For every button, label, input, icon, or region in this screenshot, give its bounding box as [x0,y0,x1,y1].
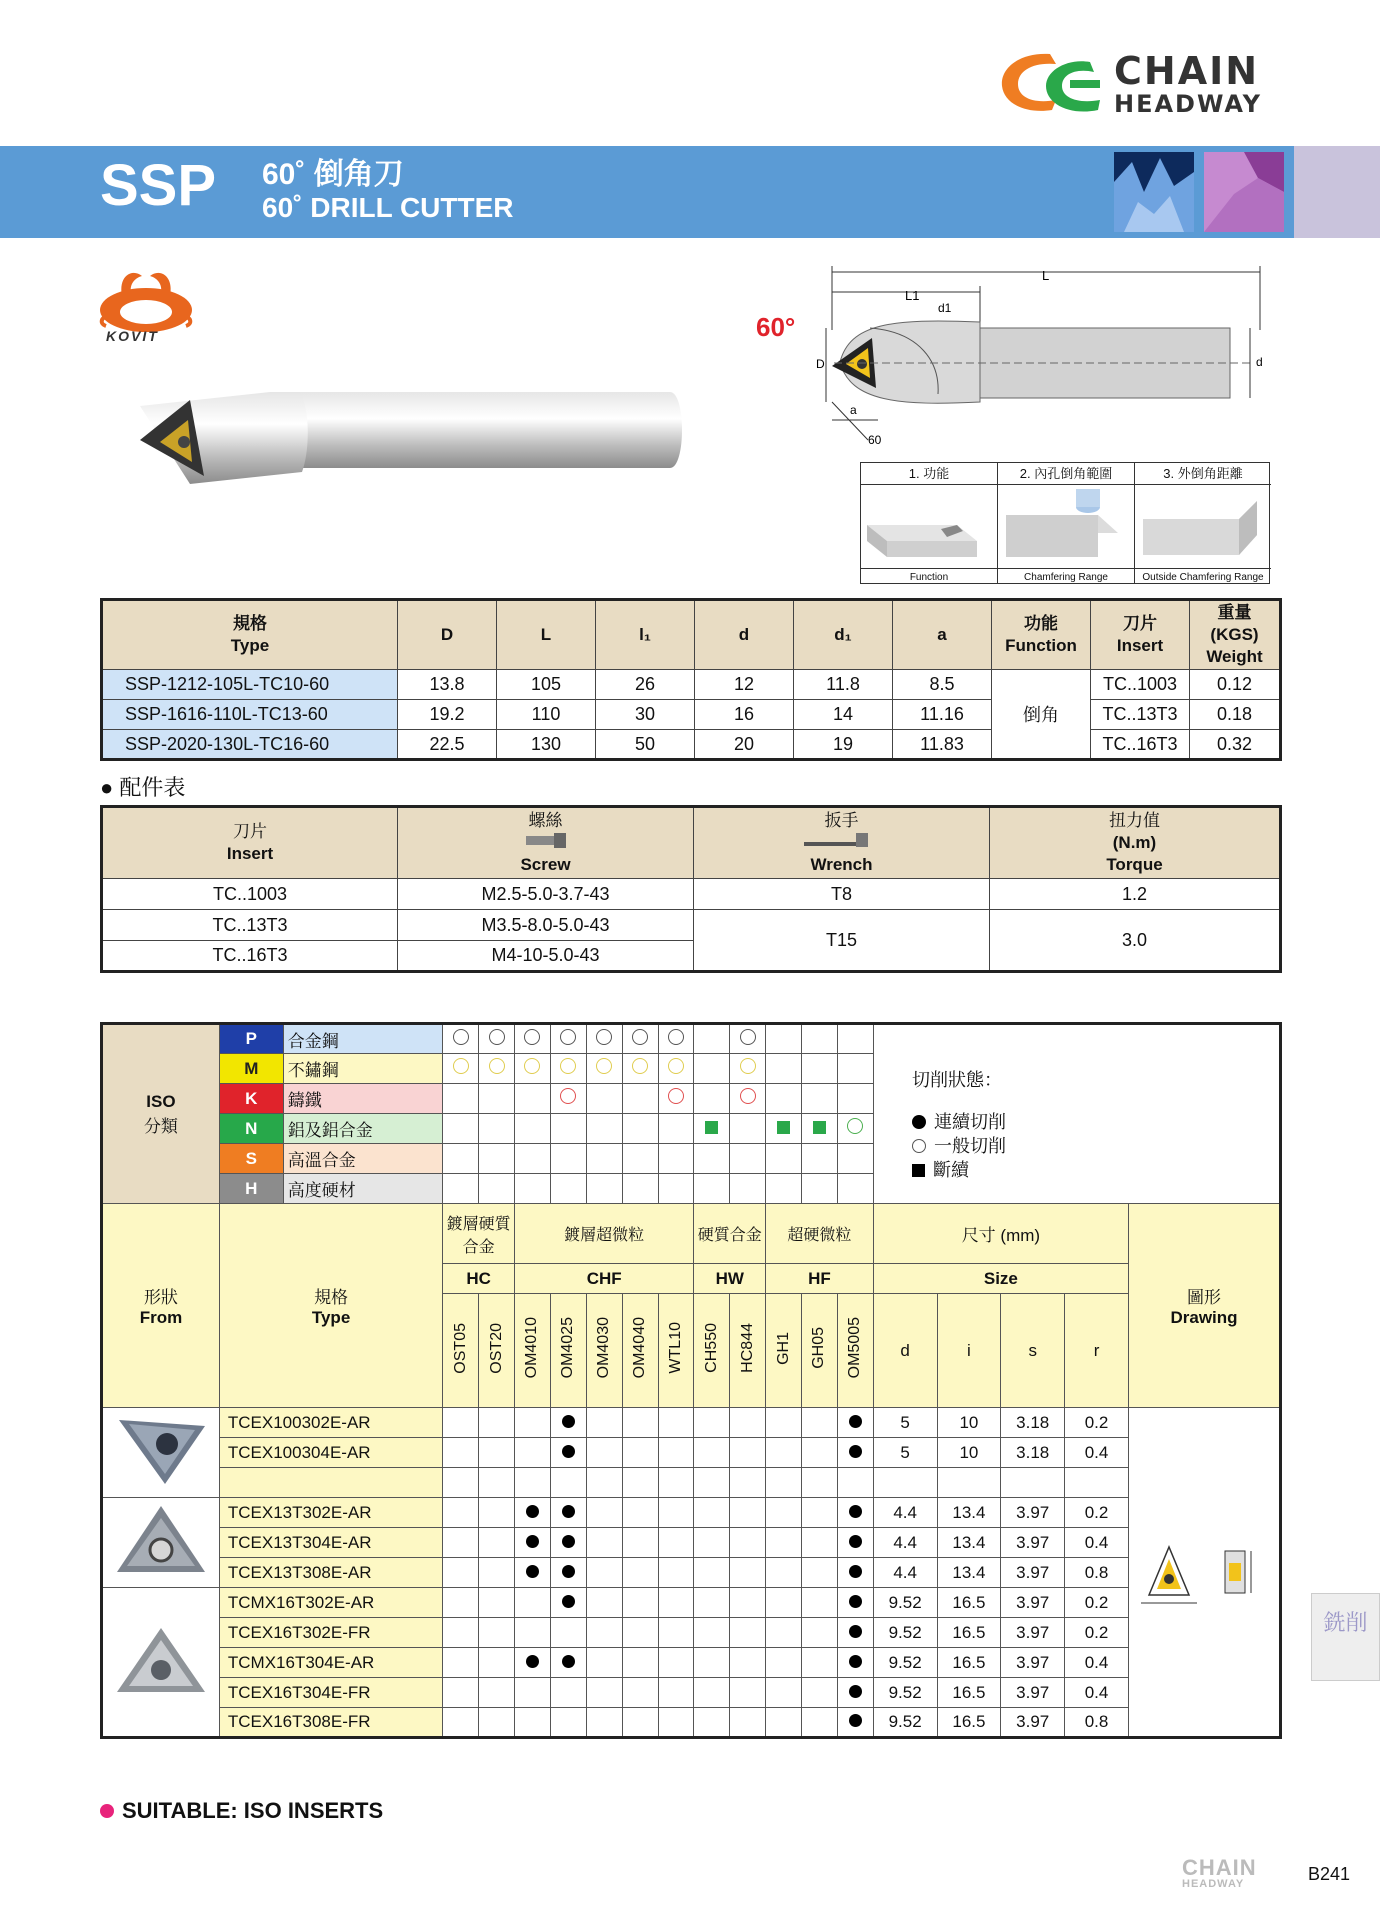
interrupted-cut-icon [813,1121,826,1134]
table-row [102,1588,1281,1618]
cell-d: 9.52 [873,1678,937,1708]
table-row [102,700,1281,730]
cell-l1: 50 [596,730,695,760]
cell-type: TCMX16T302E-AR [219,1588,442,1618]
interrupted-cut-icon [912,1164,925,1177]
group-hw-zh: 硬質合金 [694,1204,766,1264]
material-image-purple [1204,152,1284,232]
interrupted-cut-icon [705,1121,718,1134]
continuous-cut-icon [849,1625,862,1638]
grade-om4040: OM4040 [622,1294,658,1408]
header-wrench: 扳手 Wrench [694,807,990,879]
cell-D: 13.8 [398,670,497,700]
general-cut-icon [668,1058,684,1074]
cell-s: 3.97 [1001,1648,1065,1678]
cell-insert: TC..1003 [1091,670,1190,700]
grade-hc844: HC844 [730,1294,766,1408]
iso-letter-h: H [219,1174,283,1204]
iso-name-n: 鋁及鋁合金 [283,1114,443,1144]
cell-screw: M4-10-5.0-43 [398,941,694,972]
cell-type: TCEX16T308E-FR [219,1708,442,1738]
cell-i: 13.4 [937,1498,1001,1528]
header-type: 規格 Type [102,600,398,670]
insert-image [111,1500,211,1580]
cell-s: 3.97 [1001,1618,1065,1648]
cell-wrench: T15 [694,910,990,972]
header-torque: 扭力值 (N.m) Torque [990,807,1281,879]
cell-i: 10 [937,1438,1001,1468]
general-cut-icon [847,1118,863,1134]
general-cut-icon [489,1029,505,1045]
grade-om4010: OM4010 [515,1294,551,1408]
cell-r: 0.4 [1065,1648,1129,1678]
continuous-cut-icon [849,1445,862,1458]
insert-grade-table [100,1022,1282,1739]
table-row [102,730,1281,760]
cell-s: 3.97 [1001,1708,1065,1738]
grade-ch550: CH550 [694,1294,730,1408]
size-col-r: r [1065,1294,1129,1408]
continuous-cut-icon [562,1655,575,1668]
continuous-cut-icon [526,1655,539,1668]
iso-name-m: 不鏽鋼 [283,1054,443,1084]
header-size-zh: 尺寸 (mm) [873,1204,1128,1264]
continuous-cut-icon [849,1505,862,1518]
cell-d: 4.4 [873,1498,937,1528]
product-title-zh: 60˚ 倒角刀 [262,158,404,191]
material-image-blue [1114,152,1194,232]
cell-l1: 30 [596,700,695,730]
spec-table [100,598,1282,761]
cell-type: TCEX100302E-AR [219,1408,442,1438]
iso-name-k: 鑄鐵 [283,1084,443,1114]
header-size-en: Size [873,1264,1128,1294]
header-form: 形狀 From [102,1204,220,1408]
general-cut-icon [524,1029,540,1045]
continuous-cut-icon [562,1445,575,1458]
grade-om4030: OM4030 [586,1294,622,1408]
table-row [102,1648,1281,1678]
cell-d: 4.4 [873,1558,937,1588]
general-cut-icon [453,1029,469,1045]
cell-function: 倒角 [992,670,1091,760]
cell-type: SSP-1616-110L-TC13-60 [102,700,398,730]
iso-row-p [102,1024,1281,1054]
iso-name-p: 合金鋼 [283,1024,443,1054]
grade-ost05: OST05 [443,1294,479,1408]
cell-s: 3.97 [1001,1678,1065,1708]
continuous-cut-icon [526,1505,539,1518]
outside-chamfer-illustration [1135,485,1271,563]
cell-type: TCMX16T304E-AR [219,1648,442,1678]
wrench-icon [802,832,882,848]
general-cut-icon [453,1058,469,1074]
cell-wrench: T8 [694,879,990,910]
grade-om4025: OM4025 [550,1294,586,1408]
continuous-cut-icon [849,1595,862,1608]
cell-a: 11.83 [893,730,992,760]
iso-name-s: 高溫合金 [283,1144,443,1174]
cell-d: 12 [695,670,794,700]
table-row [102,1708,1281,1738]
outside-chamfer-title: 3. 外倒角距離 [1135,463,1271,485]
insert-drawing [1129,1408,1281,1738]
cell-type [219,1468,442,1498]
table-row [102,670,1281,700]
group-hw-code: HW [694,1264,766,1294]
iso-letter-s: S [219,1144,283,1174]
cell-r: 0.2 [1065,1588,1129,1618]
continuous-cut-icon [562,1595,575,1608]
technical-drawing [750,262,1270,462]
header-function: 功能 Function [992,600,1091,670]
iso-letter-n: N [219,1114,283,1144]
header-l1: l₁ [596,600,695,670]
group-chf-zh: 鍍層超微粒 [515,1204,694,1264]
cell-r: 0.8 [1065,1558,1129,1588]
table-row [102,1678,1281,1708]
header-insert: 刀片 Insert [1091,600,1190,670]
cell-type: TCEX13T308E-AR [219,1558,442,1588]
svg-text:L: L [1042,268,1050,283]
chamfer-range-col [998,463,1135,583]
iso-name-h: 高度硬材 [283,1174,443,1204]
table-row [102,1438,1281,1468]
cell-r: 0.4 [1065,1528,1129,1558]
cell-s: 3.97 [1001,1528,1065,1558]
size-col-s: s [1001,1294,1065,1408]
cell-i: 16.5 [937,1648,1001,1678]
svg-text:60: 60 [868,433,882,447]
general-cut-icon [668,1088,684,1104]
svg-text:d1: d1 [938,301,952,315]
general-cut-icon [740,1088,756,1104]
group-hf-zh: 超硬微粒 [766,1204,874,1264]
continuous-cut-icon [849,1565,862,1578]
accessories-table [100,805,1282,973]
continuous-cut-icon [849,1685,862,1698]
cell-weight: 0.18 [1190,700,1281,730]
general-cut-icon [632,1058,648,1074]
cell-insert: TC..13T3 [102,910,398,941]
tool-photo [130,380,690,500]
continuous-cut-icon [526,1535,539,1548]
iso-letter-k: K [219,1084,283,1114]
cell-weight: 0.12 [1190,670,1281,700]
table-row [102,1498,1281,1528]
table-row [102,910,1281,941]
continuous-cut-icon [526,1565,539,1578]
cell-d1: 14 [794,700,893,730]
continuous-cut-icon [562,1415,575,1428]
cell-r: 0.2 [1065,1408,1129,1438]
cell-i: 16.5 [937,1588,1001,1618]
cell-type: SSP-2020-130L-TC16-60 [102,730,398,760]
angle-callout: 60° [756,312,796,342]
function-col-title: 1. 功能 [861,463,997,485]
suitable-note: SUITABLE: ISO INSERTS [100,1798,383,1824]
general-cut-icon [632,1029,648,1045]
general-cut-icon [524,1058,540,1074]
cell-s: 3.18 [1001,1438,1065,1468]
general-cut-icon [560,1088,576,1104]
chamfer-range-title: 2. 內孔倒角範圍 [998,463,1134,485]
table-row [102,1528,1281,1558]
cell-insert: TC..13T3 [1091,700,1190,730]
general-cut-icon [668,1029,684,1045]
legend-title: 切削狀態： [912,1070,1002,1090]
grade-group-row [102,1204,1281,1264]
group-chf-code: CHF [515,1264,694,1294]
cell-d1: 11.8 [794,670,893,700]
cell-type: TCEX100304E-AR [219,1438,442,1468]
grade-wtl10: WTL10 [658,1294,694,1408]
cell-s: 3.97 [1001,1588,1065,1618]
size-col-d: d [873,1294,937,1408]
cell-l1: 26 [596,670,695,700]
cell-insert: TC..16T3 [102,941,398,972]
header-type: 規格 Type [219,1204,442,1408]
svg-text:d: d [1256,355,1263,369]
cell-weight: 0.32 [1190,730,1281,760]
grade-om5005: OM5005 [837,1294,873,1408]
header-D: D [398,600,497,670]
cell-d: 5 [873,1438,937,1468]
cell-L: 110 [497,700,596,730]
page-number: B241 [1308,1864,1351,1884]
continuous-cut-icon [562,1505,575,1518]
cell-i: 16.5 [937,1708,1001,1738]
cell-d: 4.4 [873,1528,937,1558]
insert-photo-tc10 [102,1408,220,1498]
cell-d: 9.52 [873,1618,937,1648]
general-cut-icon [560,1058,576,1074]
cell-d: 5 [873,1408,937,1438]
cell-r: 0.2 [1065,1618,1129,1648]
cell-s: 3.97 [1001,1558,1065,1588]
cell-screw: M3.5-8.0-5.0-43 [398,910,694,941]
iso-letter-m: M [219,1054,283,1084]
cell-s: 3.97 [1001,1498,1065,1528]
cell-insert: TC..16T3 [1091,730,1190,760]
product-title-en: 60˚ DRILL CUTTER [262,192,514,223]
general-cut-icon [560,1029,576,1045]
kovit-wordmark: KOVIT [106,328,159,344]
cell-d: 16 [695,700,794,730]
continuous-cut-icon [849,1535,862,1548]
section-tab[interactable]: 銑削 [1311,1593,1380,1681]
svg-text:D: D [816,357,825,371]
grade-gh05: GH05 [802,1294,838,1408]
cell-d: 9.52 [873,1588,937,1618]
grade-gh1: GH1 [766,1294,802,1408]
header-weight: 重量 (KGS) Weight [1190,600,1281,670]
cell-i: 10 [937,1408,1001,1438]
svg-text:L1: L1 [905,288,920,303]
group-hc-zh: 鍍層硬質合金 [443,1204,515,1264]
group-hf-code: HF [766,1264,874,1294]
chamfer-range-caption: Chamfering Range [998,568,1134,586]
cell-d: 9.52 [873,1648,937,1678]
header-screw: 螺絲 Screw [398,807,694,879]
svg-text:a: a [850,403,857,417]
cell-type: TCEX16T302E-FR [219,1618,442,1648]
cell-a: 11.16 [893,700,992,730]
general-cut-icon [912,1139,926,1153]
header-a: a [893,600,992,670]
insert-image [111,1620,211,1700]
insert-image [111,1410,211,1490]
cell-L: 105 [497,670,596,700]
cell-type: TCEX13T302E-AR [219,1498,442,1528]
outside-chamfer-caption: Outside Chamfering Range [1135,568,1271,586]
continuous-cut-icon [849,1655,862,1668]
footer-logo: CHAIN HEADWAY [1182,1855,1257,1890]
grade-ost20: OST20 [479,1294,515,1408]
general-cut-icon [596,1058,612,1074]
cell-r: 0.8 [1065,1708,1129,1738]
cell-type: TCEX16T304E-FR [219,1678,442,1708]
accessories-header-row [102,807,1281,879]
header-L: L [497,600,596,670]
cell-i: 13.4 [937,1528,1001,1558]
brand-wordmark: CHAIN HEADWAY [1114,49,1263,118]
cell-i: 13.4 [937,1558,1001,1588]
function-col-caption: Function [861,568,997,586]
cell-D: 22.5 [398,730,497,760]
bullet-icon [100,1804,114,1818]
cell-torque: 3.0 [990,910,1281,972]
size-col-i: i [937,1294,1001,1408]
cell-d: 9.52 [873,1708,937,1738]
cutting-legend [912,1068,1006,1182]
cell-d1: 19 [794,730,893,760]
general-cut-icon [489,1058,505,1074]
header-drawing: 圖形 Drawing [1129,1204,1281,1408]
chamfer-illustration [861,485,997,563]
header-insert: 刀片 Insert [102,807,398,879]
iso-letter-p: P [219,1024,283,1054]
legend-general: 一般切削 [934,1136,1006,1156]
table-row [102,1468,1281,1498]
general-cut-icon [740,1058,756,1074]
cell-torque: 1.2 [990,879,1281,910]
product-code: SSP [100,153,217,218]
interrupted-cut-icon [777,1121,790,1134]
continuous-cut-icon [849,1415,862,1428]
table-row [102,1558,1281,1588]
group-hc-code: HC [443,1264,515,1294]
continuous-cut-icon [562,1565,575,1578]
continuous-cut-icon [562,1535,575,1548]
cell-r: 0.2 [1065,1498,1129,1528]
cell-screw: M2.5-5.0-3.7-43 [398,879,694,910]
general-cut-icon [596,1029,612,1045]
insert-drawing-image [1129,1525,1279,1615]
cell-D: 19.2 [398,700,497,730]
spec-header-row [102,600,1281,670]
iso-label: ISO 分類 [102,1024,220,1204]
cell-L: 130 [497,730,596,760]
table-row [102,1618,1281,1648]
continuous-cut-icon [849,1714,862,1727]
screw-icon [524,832,568,848]
table-row [102,879,1281,910]
cell-d: 20 [695,730,794,760]
table-row [102,1408,1281,1438]
cell-type: TCEX13T304E-AR [219,1528,442,1558]
cell-r: 0.4 [1065,1438,1129,1468]
accessories-title: ● 配件表 [100,775,186,800]
cell-i: 16.5 [937,1678,1001,1708]
continuous-cut-icon [912,1115,926,1129]
general-cut-icon [740,1029,756,1045]
legend-interrupted: 斷續 [933,1160,969,1180]
legend-continuous: 連續切削 [934,1112,1006,1132]
title-band-accent [1294,146,1380,238]
function-col [861,463,998,583]
header-d: d [695,600,794,670]
header-d1: d₁ [794,600,893,670]
cell-s: 3.18 [1001,1408,1065,1438]
bore-chamfer-illustration [998,485,1134,563]
function-panel [860,462,1270,584]
outside-chamfer-col [1135,463,1271,583]
insert-photo-tc16 [102,1588,220,1738]
cell-a: 8.5 [893,670,992,700]
cell-i: 16.5 [937,1618,1001,1648]
insert-photo-tc13 [102,1498,220,1588]
cell-insert: TC..1003 [102,879,398,910]
cell-type: SSP-1212-105L-TC10-60 [102,670,398,700]
cell-r: 0.4 [1065,1678,1129,1708]
